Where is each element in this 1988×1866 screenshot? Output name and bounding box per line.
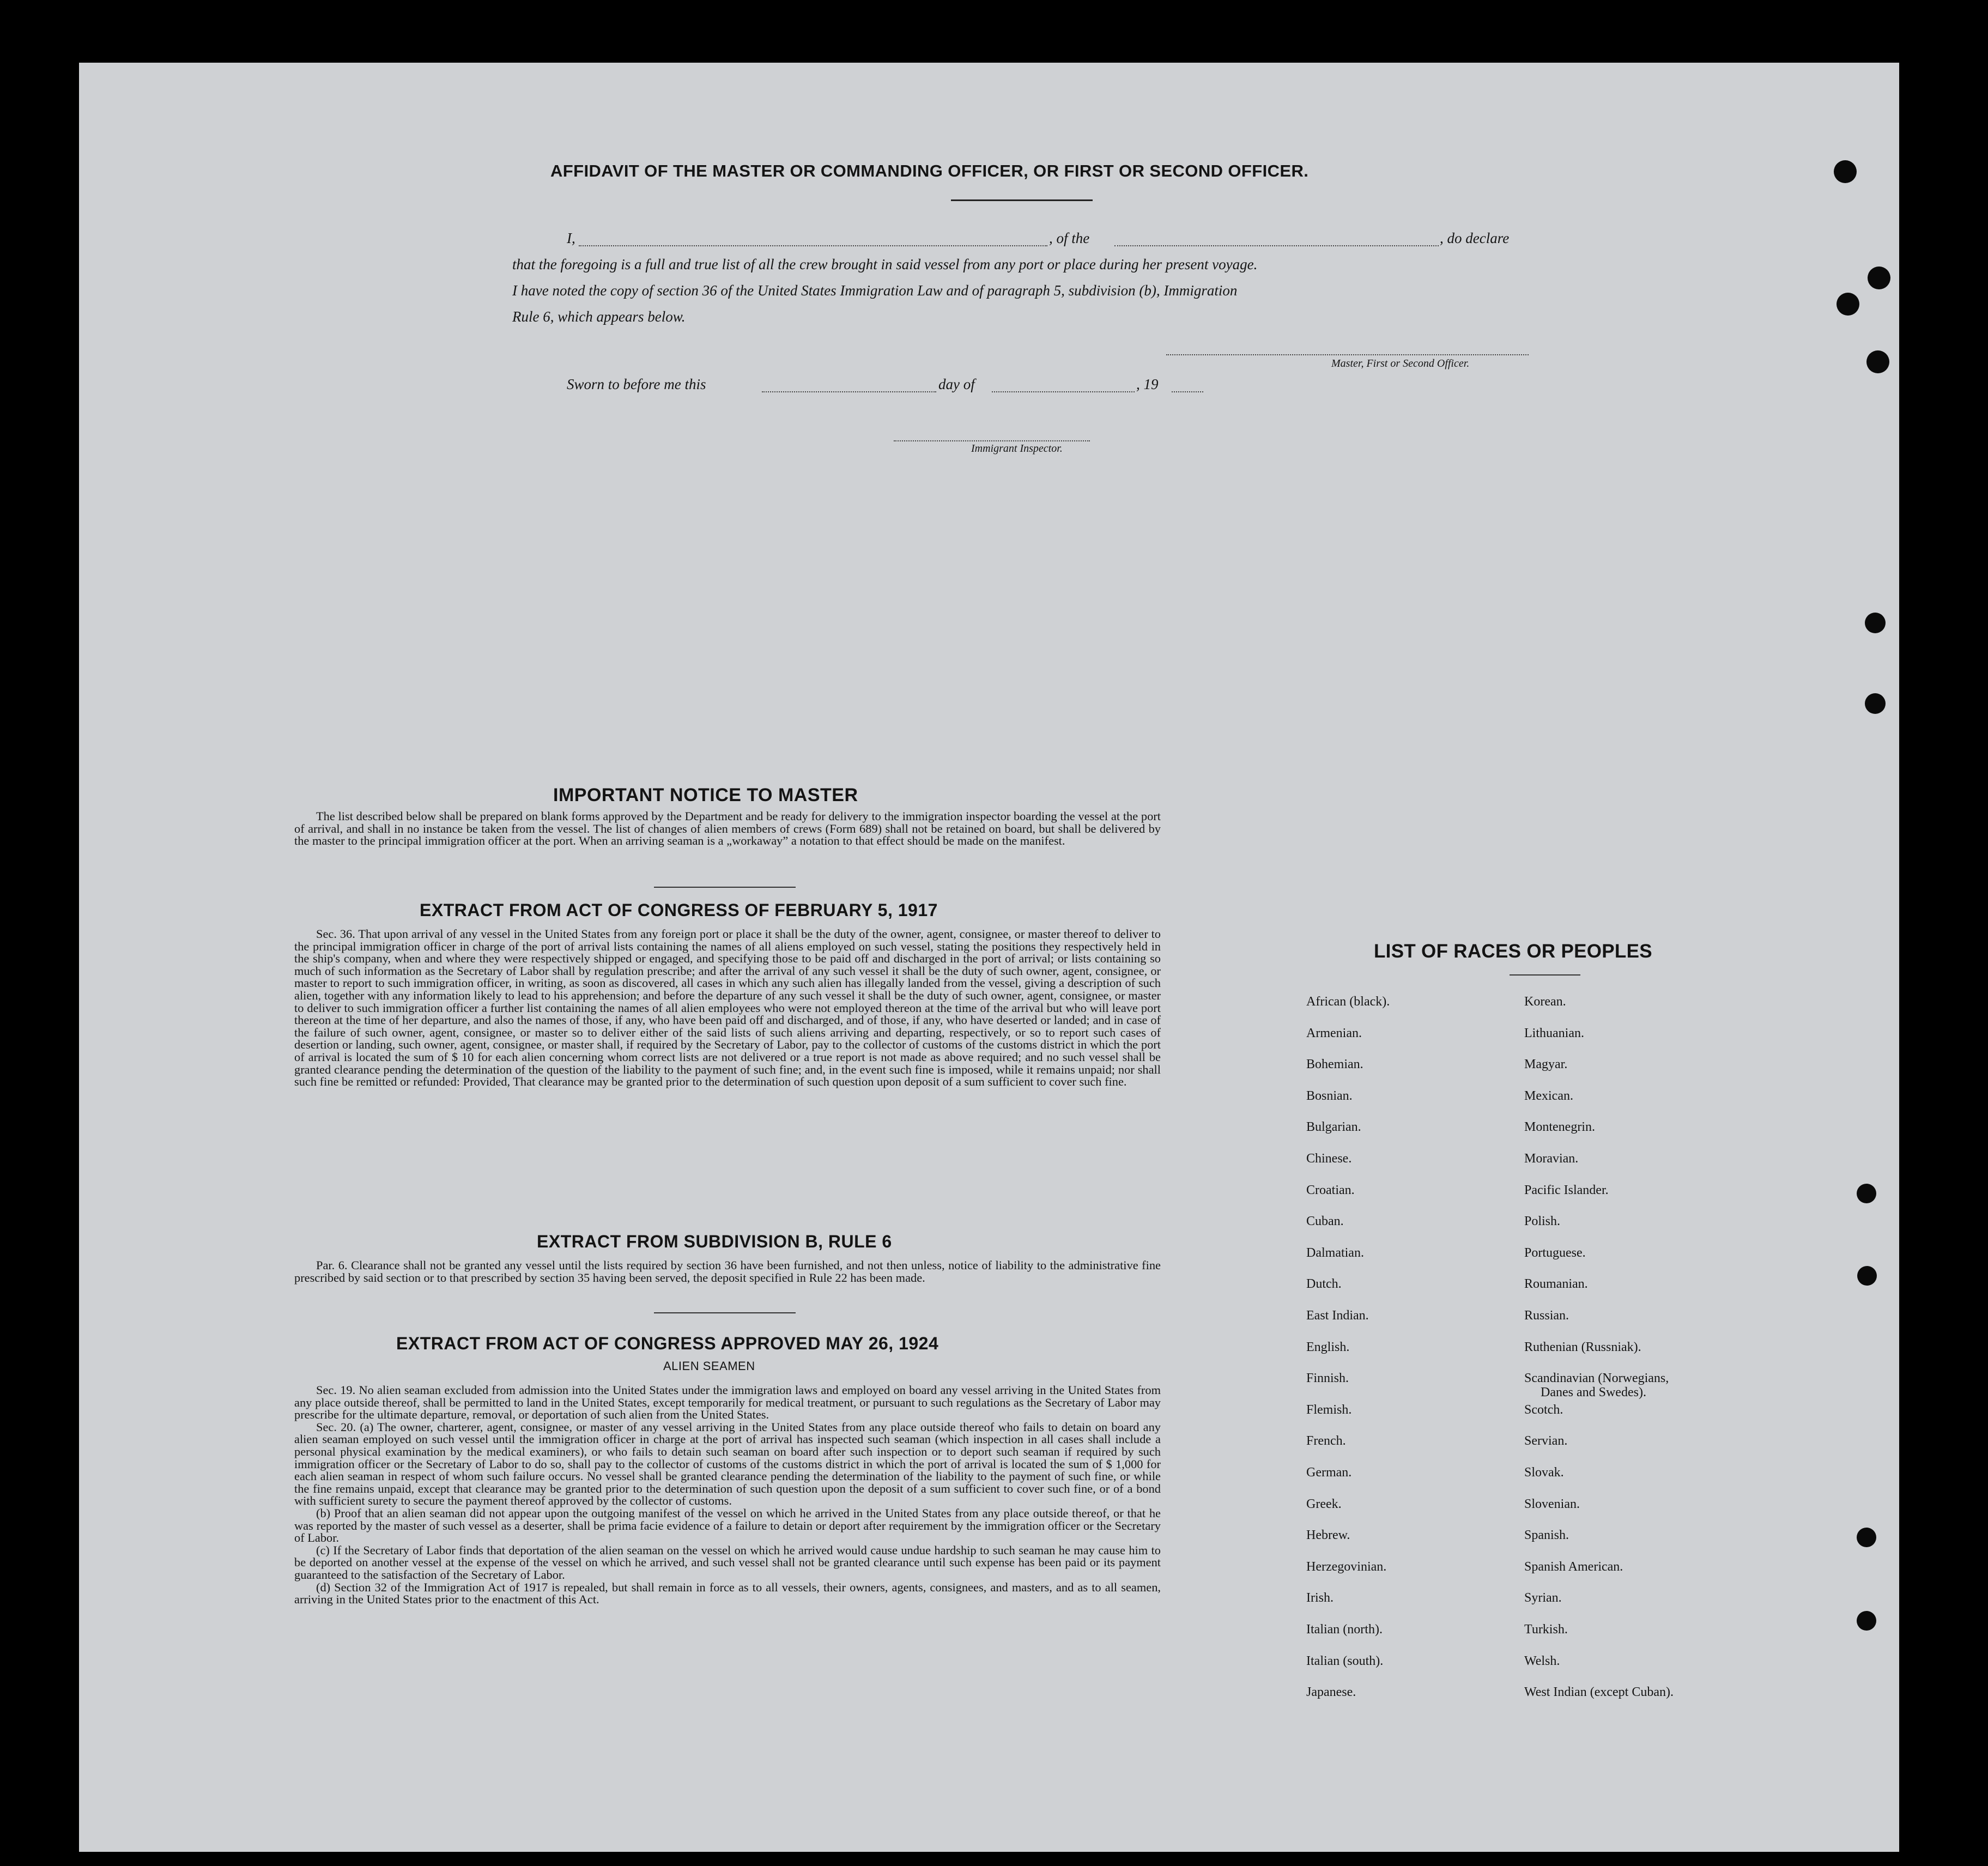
sworn-end: , 19: [1136, 376, 1159, 392]
race-item: Spanish.: [1524, 1528, 1569, 1543]
race-item: English.: [1306, 1340, 1350, 1354]
race-item: Bohemian.: [1306, 1057, 1363, 1072]
act1924-subtitle: ALIEN SEAMEN: [663, 1359, 755, 1373]
race-item: Turkish.: [1524, 1622, 1568, 1637]
act1917-title: EXTRACT FROM ACT OF CONGRESS OF FEBRUARY 5, 1917: [420, 900, 938, 920]
race-item: Scandinavian (Norwegians,: [1524, 1371, 1669, 1386]
notice-divider: [654, 887, 796, 888]
race-item: Spanish American.: [1524, 1559, 1623, 1574]
race-item: Flemish.: [1306, 1402, 1352, 1417]
race-item: African (black).: [1306, 995, 1390, 1009]
name-blank: [579, 245, 1047, 246]
race-item: Welsh.: [1524, 1653, 1560, 1668]
sec20a-text: Sec. 20. (a) The owner, charterer, agent, consignee, or master of any vessel arriving in the United States from any place outside thereof who fails to detain on board any alien seaman employed on such vessel until the immigration officer in charge at the port of arrival has inspected such seaman (which inspection in all cases shall include a personal physical examination by the medical examiners), or who fails to detain such seaman on board after such inspection or to deport such seaman if required by such immigration officer or the Secretary of Labor to do so, shall pay to the collector of customs of the customs district in which the port of arrival is located the sum of $ 1,000 for each alien seaman in respect of whom such failure occurs. No vessel shall be granted clearance pending the determination of the liability to the payment of such fine, or while the fine remains unpaid, except that clearance may be granted prior to the determination of such question upon the deposit of a sum sufficient to cover such fine, or of a bond with sufficient surety to secure the payment thereof approved by the collector of customs.: [294, 1420, 1161, 1508]
race-item: Roumanian.: [1524, 1277, 1588, 1292]
sworn-year-blank: [1172, 391, 1203, 392]
race-item: West Indian (except Cuban).: [1524, 1685, 1674, 1700]
race-item: Chinese.: [1306, 1152, 1352, 1166]
sworn-start: Sworn to before me this: [567, 376, 706, 392]
act1924-body: [294, 1384, 1161, 1606]
race-item: Dutch.: [1306, 1277, 1342, 1292]
race-item: Pacific Islander.: [1524, 1183, 1609, 1197]
affidavit-line3: I have noted the copy of section 36 of the United States Immigration Law and of paragraph 5, subdivision (b), Immigration: [512, 282, 1238, 299]
inspector-signature-label: Immigrant Inspector.: [971, 443, 1063, 455]
title-underline: [951, 199, 1093, 201]
affidavit-line4: Rule 6, which appears below.: [512, 308, 686, 325]
race-item: Magyar.: [1524, 1057, 1568, 1072]
races-underline: [1510, 974, 1580, 976]
sworn-day-blank: [762, 391, 936, 392]
race-item: Italian (north).: [1306, 1622, 1383, 1637]
affidavit-line1-start: I,: [567, 230, 575, 246]
race-item: Ruthenian (Russniak).: [1524, 1340, 1641, 1354]
affidavit-title: AFFIDAVIT OF THE MASTER OR COMMANDING OFFICER, OR FIRST OR SECOND OFFICER.: [550, 161, 1309, 180]
race-item: Bosnian.: [1306, 1088, 1353, 1103]
race-item: Polish.: [1524, 1214, 1561, 1229]
punch-hole: [1865, 693, 1886, 714]
rule6-text: Par. 6. Clearance shall not be granted any vessel until the lists required by section 36 have been furnished, and not then unless, notice of liability to the administrative fine prescribed by said section or to that prescribed by section 35 having been served, the deposit specified in Rule 22 has been made.: [294, 1258, 1161, 1285]
rule6-divider: [654, 1312, 796, 1313]
punch-hole: [1857, 1528, 1876, 1547]
race-item: Montenegrin.: [1524, 1120, 1595, 1135]
punch-hole: [1868, 266, 1890, 289]
master-signature-blank: [1166, 354, 1529, 355]
race-item: Finnish.: [1306, 1371, 1349, 1386]
notice-text: The list described below shall be prepared on blank forms approved by the Department and be ready for delivery to the immigration inspector boarding the vessel at the port of arrival, and shall in no instance be taken from the vessel. The list of changes of alien members of crews (Form 689) shall not be retained on board, but shall be delivered by the master to the principal immigration officer at the port. When an arriving seaman is a „workaway” a notation to that effect should be made on the manifest.: [294, 809, 1161, 848]
punch-hole: [1837, 293, 1859, 316]
rule6-title: EXTRACT FROM SUBDIVISION B, RULE 6: [537, 1232, 892, 1251]
vessel-blank: [1114, 245, 1439, 246]
race-item: Scotch.: [1524, 1402, 1563, 1417]
race-item: Slovak.: [1524, 1465, 1564, 1480]
punch-hole: [1834, 160, 1857, 183]
sworn-month-blank: [992, 391, 1135, 392]
race-item: East Indian.: [1306, 1308, 1369, 1323]
sec19-text: Sec. 19. No alien seaman excluded from admission into the United States under the immigration laws and employed on board any vessel arriving in the United States from any place outside thereof, shall be permitted to land in the United States, except temporarily for medical treatment, or pursuant to such regulations as the Secretary of Labor may prescribe for the ultimate departure, removal, or deportation of such alien from the United States.: [294, 1383, 1161, 1422]
sec20c-text: (c) If the Secretary of Labor finds that deportation of the alien seaman on the vessel on which he arrived would cause undue hardship to such seaman he may cause him to be deported on another vessel at the expense of the vessel on which he arrived, and such vessel shall not be granted clearance until such expense has been paid or its payment guaranteed to the satisfaction of the Secretary of Labor.: [294, 1543, 1161, 1582]
page-edge: [79, 1852, 1899, 1866]
punch-hole: [1857, 1184, 1876, 1203]
sec20d-text: (d) Section 32 of the Immigration Act of 1917 is repealed, but shall remain in force as to all vessels, their owners, agents, consignees, and masters, and as to all seamen, arriving in the United States prior to the enactment of this Act.: [294, 1580, 1161, 1607]
race-item: Italian (south).: [1306, 1653, 1384, 1668]
master-signature-label: Master, First or Second Officer.: [1331, 358, 1470, 369]
act1924-title: EXTRACT FROM ACT OF CONGRESS APPROVED MAY 26, 1924: [396, 1334, 939, 1353]
race-item: Armenian.: [1306, 1026, 1362, 1040]
race-item: Cuban.: [1306, 1214, 1344, 1229]
race-item: Syrian.: [1524, 1591, 1562, 1606]
act1917-text: Sec. 36. That upon arrival of any vessel in the United States from any foreign port or place it shall be the duty of the owner, agent, consignee, or master thereof to deliver to the principal immigration officer in charge of the port of arrival lists containing the names of all aliens employed on such vessel, stating the positions they respectively held in the ship's company, when and where they were respectively shipped or engaged, and specifying those to be paid off and discharged in the port of arrival; or lists containing so much of such information as the Secretary of Labor shall by regulation prescribe; and after the arrival of any such vessel it shall be the duty of such owner, agent, consignee, or master to report to such immigration officer, in writing, as soon as discovered, all cases in which any such alien has illegally landed from the vessel, giving a description of such alien, together with any information likely to lead to his apprehension; and before the departure of any such vessel it shall be the duty of such owner, agent, consignee, or master to deliver to such immigration officer a further list containing the names of all alien employees who were not employed thereon at the time of the arrival but who will leave port thereon at the time of her departure, and also the names of those, if any, who have been paid off and discharged, and of those, if any, who have deserted or landed; and in case of the failure of such owner, agent, consignee, or master so to deliver either of the said lists of such aliens arriving and departing, respectively, or so to report such cases of desertion or landing, such owner, agent, consignee, or master shall, if required by the Secretary of Labor, pay to the collector of customs of the customs district in which the port of arrival is located the sum of $ 10 for each alien concerning whom correct lists are not delivered or a true report is not made as above required; and no such vessel shall be granted clearance pending the determination of the question of the liability to the payment of such fine; and, in the event such fine is imposed, while it remains unpaid; nor shall such fine be remitted or refunded: Provided, That clearance may be granted prior to the determination of such question upon deposit of a sum sufficient to cover such fine.: [294, 927, 1161, 1089]
race-item: Irish.: [1306, 1591, 1334, 1606]
race-item: Hebrew.: [1306, 1528, 1350, 1543]
punch-hole: [1857, 1266, 1877, 1286]
affidavit-line1-end: , do declare: [1440, 230, 1510, 246]
affidavit-line2: that the foregoing is a full and true list of all the crew brought in said vessel from any port or place during her present voyage.: [512, 256, 1258, 272]
race-item-continuation: Danes and Swedes).: [1541, 1385, 1646, 1400]
sworn-mid: day of: [938, 376, 975, 392]
races-title: LIST OF RACES OR PEOPLES: [1374, 941, 1652, 962]
race-item: German.: [1306, 1465, 1352, 1480]
punch-hole: [1865, 613, 1886, 633]
race-item: Lithuanian.: [1524, 1026, 1584, 1040]
race-item: Moravian.: [1524, 1152, 1579, 1166]
race-item: Portuguese.: [1524, 1245, 1586, 1260]
race-item: Mexican.: [1524, 1088, 1573, 1103]
punch-hole: [1866, 350, 1889, 373]
affidavit-line1-mid: , of the: [1049, 230, 1090, 246]
notice-title: IMPORTANT NOTICE TO MASTER: [553, 785, 858, 805]
race-item: French.: [1306, 1434, 1346, 1449]
inspector-signature-blank: [894, 440, 1090, 441]
race-item: Korean.: [1524, 995, 1566, 1009]
race-item: Croatian.: [1306, 1183, 1355, 1197]
race-item: Dalmatian.: [1306, 1245, 1364, 1260]
race-item: Herzegovinian.: [1306, 1559, 1387, 1574]
race-item: Japanese.: [1306, 1685, 1356, 1700]
race-item: Russian.: [1524, 1308, 1569, 1323]
race-item: Bulgarian.: [1306, 1120, 1361, 1135]
sec20b-text: (b) Proof that an alien seaman did not appear upon the outgoing manifest of the vessel on which he arrived in the United States from any place outside thereof, or that he was reported by the master of such vessel as a deserter, shall be prima facie evidence of a failure to detain or deport after requirement by the immigration officer or the Secretary of Labor.: [294, 1506, 1161, 1545]
punch-hole: [1857, 1611, 1876, 1631]
race-item: Servian.: [1524, 1434, 1568, 1449]
race-item: Greek.: [1306, 1497, 1342, 1511]
race-item: Slovenian.: [1524, 1497, 1580, 1511]
